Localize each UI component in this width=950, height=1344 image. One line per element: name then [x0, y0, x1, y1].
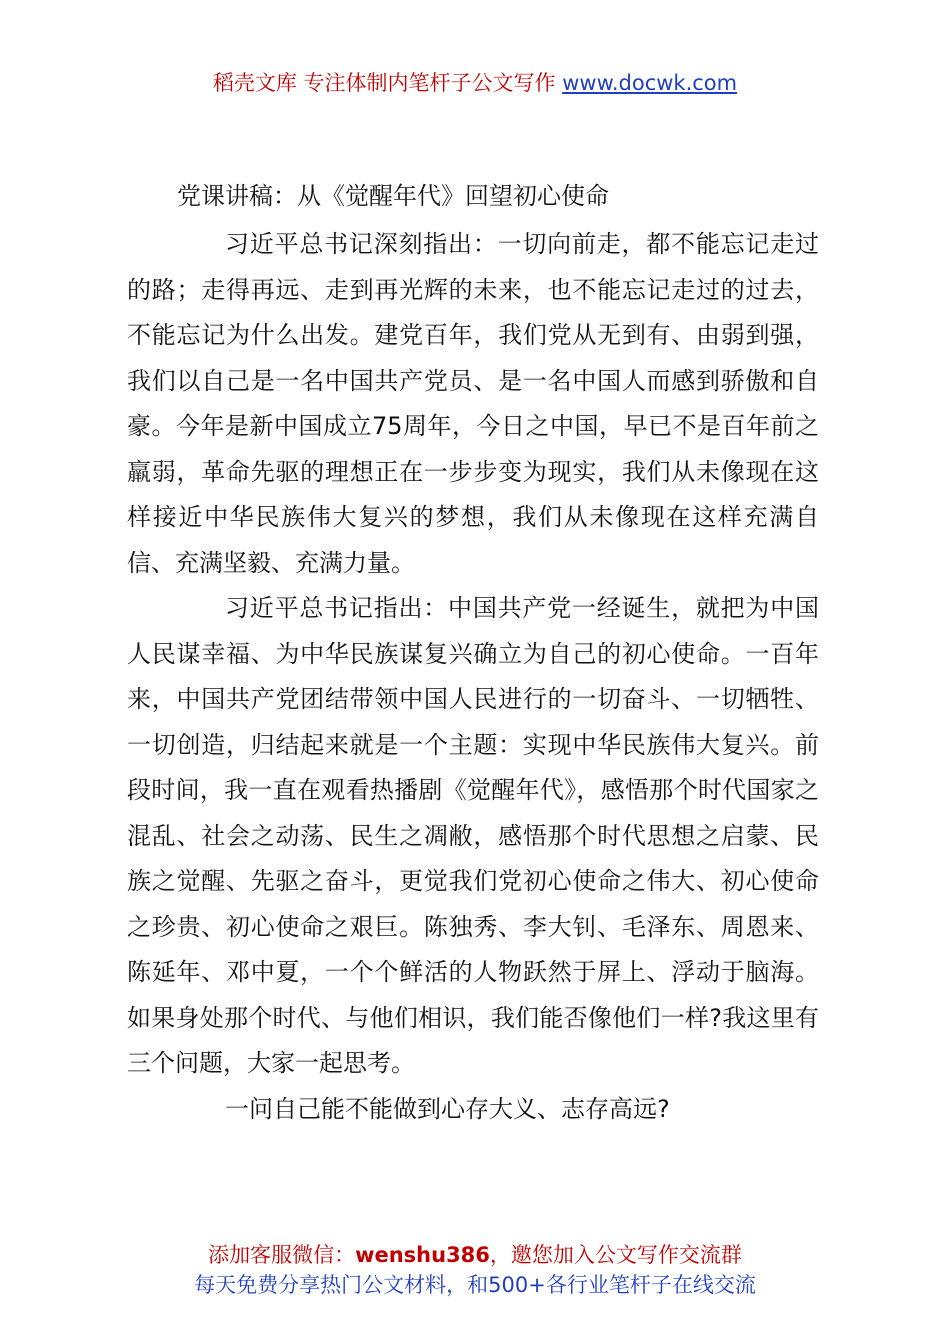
paragraph-1: 习近平总书记深刻指出：一切向前走，都不能忘记走过的路；走得再远、走到再光辉的未来，也不能忘记走过的过去，不能忘记为什么出发。建党百年，我们党从无到有、由弱到强，我们以自己是一名中国共产党员、是一名中国人而感到骄傲和自豪。今年是新中国成立75周年，今日之中国，早已不是百年前之羸弱，革命先驱的理想正在一步步变为现实，我们从未像现在这样接近中华民族伟大复兴的梦想，我们从未像现在这样充满自信、充满坚毅、充满力量。: [127, 230, 819, 577]
footer-wechat-prefix: 添加客服微信：: [208, 1243, 356, 1267]
page-footer: [0, 1240, 950, 1300]
footer-wechat-line: [0, 1240, 950, 1270]
document-title: 党课讲稿：从《觉醒年代》回望初心使命: [177, 182, 609, 210]
document-body: [127, 222, 819, 1132]
header-brand: 稻壳文库 专注体制内笔杆子公文写作: [212, 71, 556, 95]
footer-promo-line: 每天免费分享热门公文材料，和500+各行业笔杆子在线交流: [194, 1273, 756, 1297]
footer-wechat-id: wenshu386: [355, 1243, 490, 1267]
paragraph-2: 习近平总书记指出：中国共产党一经诞生，就把为中国人民谋幸福、为中华民族谋复兴确立为自己的初心使命。一百年来，中国共产党团结带领中国人民进行的一切奋斗、一切牺牲、一切创造，归结起来就是一个主题：实现中华民族伟大复兴。前段时间，我一直在观看热播剧《觉醒年代》，感悟那个时代国家之混乱、社会之动荡、民生之凋敝，感悟那个时代思想之启蒙、民族之觉醒、先驱之奋斗，更觉我们党初心使命之伟大、初心使命之珍贵、初心使命之艰巨。陈独秀、李大钊、毛泽东、周恩来、陈延年、邓中夏，一个个鲜活的人物跃然于屏上、浮动于脑海。如果身处那个时代、与他们相识，我们能否像他们一样?我这里有三个问题，大家一起思考。: [127, 594, 819, 1077]
footer-wechat-suffix: ，邀您加入公文写作交流群: [489, 1243, 742, 1267]
header-site-link[interactable]: www.docwk.com: [562, 71, 738, 95]
paragraph-3: 一问自己能不能做到心存大义、志存高远?: [225, 1094, 670, 1123]
page-header: [0, 68, 950, 98]
